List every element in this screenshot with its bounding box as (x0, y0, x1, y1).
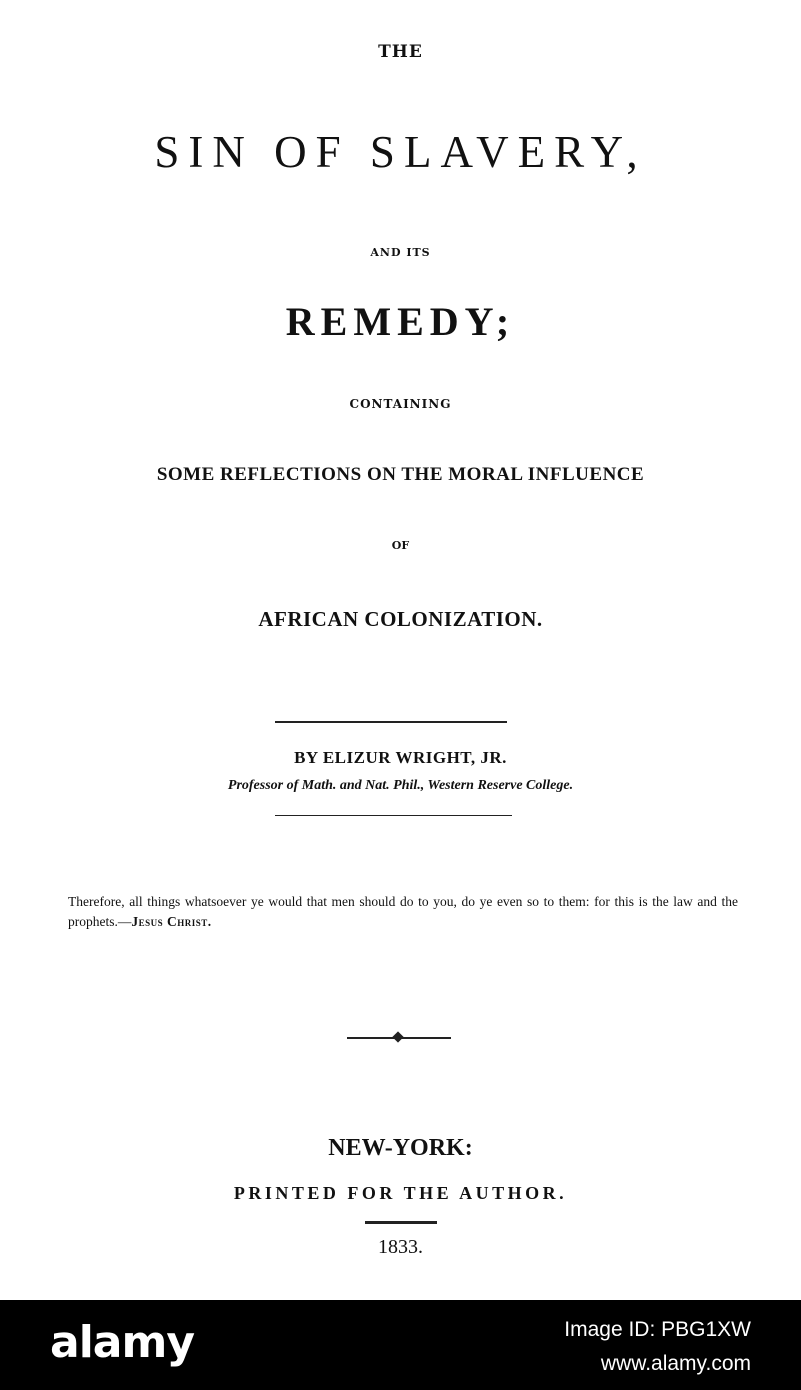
image-id-label: Image ID: PBG1XW (564, 1318, 751, 1341)
subtitle-remedy: REMEDY; (285, 299, 516, 344)
imprint-year: 1833. (378, 1236, 423, 1258)
connector-of: OF (391, 539, 410, 552)
divider-rule-top (275, 721, 507, 723)
author-byline: BY ELIZUR WRIGHT, JR. (294, 748, 507, 767)
subtitle-colonization: AFRICAN COLONIZATION. (258, 607, 543, 631)
divider-rule-year (365, 1221, 437, 1224)
subtitle-reflections: SOME REFLECTIONS ON THE MORAL INFLUENCE (156, 464, 645, 485)
epigraph-text: Therefore, all things whatsoever ye would that men should do to you, do ye even so to them: for this is the law and the prophets.— (68, 894, 738, 929)
author-affiliation: Professor of Math. and Nat. Phil., Western Reserve College. (227, 778, 574, 793)
divider-rule-bottom (275, 815, 512, 816)
epigraph-attribution: Jesus Christ. (131, 914, 212, 929)
diamond-icon (392, 1031, 403, 1042)
imprint-place: NEW-YORK: (328, 1135, 473, 1161)
site-url-label: www.alamy.com (600, 1352, 751, 1375)
connector-and-its: AND ITS (370, 246, 431, 259)
main-title: SIN OF SLAVERY, (154, 127, 647, 177)
title-article: THE (378, 42, 423, 62)
alamy-logo: alamy (50, 1317, 194, 1368)
watermark-banner (0, 1300, 801, 1390)
imprint-printer: PRINTED FOR THE AUTHOR. (233, 1183, 568, 1203)
epigraph (68, 892, 738, 932)
connector-containing: CONTAINING (349, 397, 452, 411)
ornament-divider (347, 1031, 451, 1045)
